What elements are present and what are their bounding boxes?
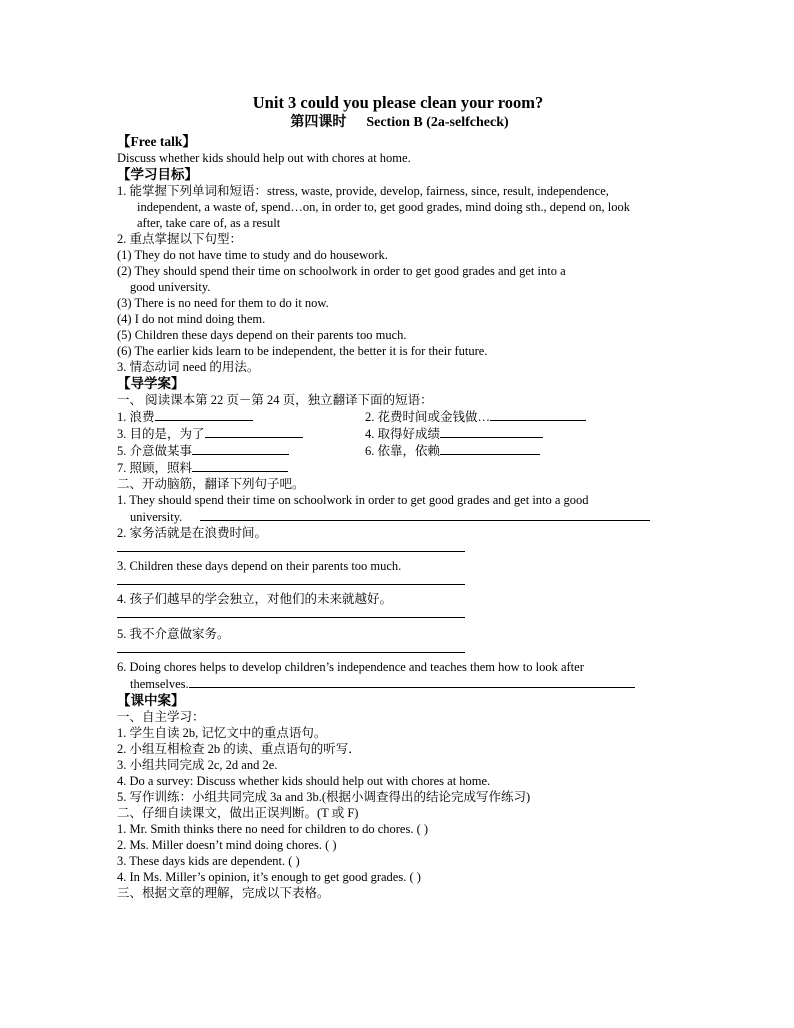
phrase-3-blank[interactable]	[205, 425, 303, 438]
phrase-2: 2. 花费时间或金钱做…	[365, 410, 491, 424]
phrase-7-blank[interactable]	[192, 459, 288, 472]
free-talk-text: Discuss whether kids should help out with chores at home.	[117, 151, 411, 165]
objective-1-line-1: 1. 能掌握下列单词和短语：stress, waste, provide, develop, fairness, since, result, independence,	[117, 184, 609, 198]
translate-1-line-1: 1. They should spend their time on schoolwork in order to get good grades and get into a good	[117, 493, 589, 507]
class-item-3: 3. 小组共同完成 2c, 2d and 2e.	[117, 758, 278, 772]
guide-heading: 【导学案】	[117, 376, 185, 391]
translate-1-blank[interactable]	[200, 508, 650, 521]
phrase-5-blank[interactable]	[192, 442, 289, 455]
translate-6-line-2	[117, 675, 682, 692]
translate-4: 4. 孩子们越早的学会独立，对他们的未来就越好。	[117, 592, 393, 606]
worksheet-page	[117, 92, 682, 901]
judge-4: 4. In Ms. Miller’s opinion, it’s enough to get good grades. ( )	[117, 870, 421, 884]
class-part-3: 三、根据文章的理解，完成以下表格。	[117, 886, 330, 900]
translate-4-blank[interactable]	[117, 607, 465, 618]
sentence-6: (6) The earlier kids learn to be independent, the better it is for their future.	[117, 344, 488, 358]
sentence-2-line-1: (2) They should spend their time on schoolwork in order to get good grades and get into a	[117, 264, 566, 278]
class-item-4: 4. Do a survey: Discuss whether kids should help out with chores at home.	[117, 774, 491, 788]
class-part-1: 一、自主学习：	[117, 710, 205, 724]
translate-1-word: university.	[130, 510, 183, 524]
lesson-number: 第四课时	[290, 115, 347, 130]
translate-5: 5. 我不介意做家务。	[117, 627, 230, 641]
phrase-2-blank[interactable]	[490, 408, 586, 421]
class-heading: 【课中案】	[117, 693, 185, 708]
translate-2-blank[interactable]	[117, 541, 465, 552]
phrase-1-blank[interactable]	[155, 408, 253, 421]
phrase-3: 3. 目的是，为了	[117, 427, 205, 441]
phrase-4-blank[interactable]	[440, 425, 543, 438]
page-subtitle	[117, 113, 682, 132]
class-item-2: 2. 小组互相检查 2b 的读、重点语句的听写．	[117, 742, 361, 756]
phrase-5: 5. 介意做某事	[117, 444, 193, 458]
translate-3: 3. Children these days depend on their parents too much.	[117, 559, 402, 573]
phrase-row-2	[117, 425, 682, 442]
objective-2: 2. 重点掌握以下句型：	[117, 232, 243, 246]
translate-1-line-2	[117, 508, 682, 525]
phrase-row-4	[117, 459, 682, 476]
objective-1-line-2: independent, a waste of, spend…on, in order to, get good grades, mind doing sth., depend on, look	[137, 200, 630, 214]
translate-6-word: themselves.	[130, 677, 189, 691]
translate-5-blank[interactable]	[117, 642, 465, 653]
guide-part-2: 二、开动脑筋，翻译下列句子吧。	[117, 477, 305, 491]
sentence-5: (5) Children these days depend on their parents too much.	[117, 328, 407, 342]
objective-1-line-3: after, take care of, as a result	[137, 216, 281, 230]
class-item-5: 5. 写作训练：小组共同完成 3a and 3b.(根据小调查得出的结论完成写作练习)	[117, 790, 531, 804]
page-title: Unit 3 could you please clean your room?	[252, 93, 544, 112]
phrase-row-3	[117, 442, 682, 459]
judge-3: 3. These days kids are dependent. ( )	[117, 854, 300, 868]
sentence-3: (3) There is no need for them to do it now.	[117, 296, 329, 310]
phrase-6-blank[interactable]	[440, 442, 540, 455]
phrase-4: 4. 取得好成绩	[365, 427, 441, 441]
judge-1: 1. Mr. Smith thinks there no need for children to do chores. ( )	[117, 822, 429, 836]
sentence-1: (1) They do not have time to study and do housework.	[117, 248, 388, 262]
class-part-2: 二、仔细自读课文，做出正误判断。(T 或 F)	[117, 806, 359, 820]
judge-2: 2. Ms. Miller doesn’t mind doing chores. ( )	[117, 838, 337, 852]
translate-3-blank[interactable]	[117, 574, 465, 585]
phrase-1: 1. 浪费	[117, 410, 155, 424]
phrase-7: 7. 照顾，照料	[117, 461, 193, 475]
phrase-6: 6. 依靠，依赖	[365, 444, 441, 458]
sentence-4: (4) I do not mind doing them.	[117, 312, 266, 326]
class-item-1: 1. 学生自读 2b, 记忆文中的重点语句。	[117, 726, 327, 740]
section-name: Section B (2a-selfcheck)	[366, 115, 509, 130]
free-talk-heading: 【Free talk】	[117, 134, 196, 149]
objective-3: 3. 情态动词 need 的用法。	[117, 360, 260, 374]
translate-6-line-1: 6. Doing chores helps to develop children’s independence and teaches them how to look after	[117, 660, 584, 674]
sentence-2-line-2: good university.	[130, 280, 211, 294]
translate-6-blank[interactable]	[189, 675, 635, 688]
phrase-row-1	[117, 408, 682, 425]
translate-2: 2. 家务活就是在浪费时间。	[117, 526, 268, 540]
guide-part-1: 一、 阅读课本第 22 页－第 24 页，独立翻译下面的短语：	[117, 393, 433, 407]
objectives-heading: 【学习目标】	[117, 167, 198, 182]
